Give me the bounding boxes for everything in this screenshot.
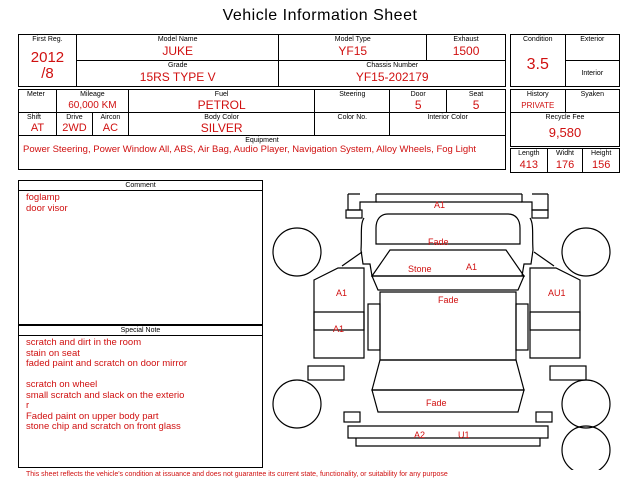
- mark-windshield-b: A1: [466, 262, 478, 272]
- comment-panel: [18, 180, 263, 325]
- aircon-value: AC: [102, 122, 119, 134]
- special-note-panel: [18, 325, 263, 468]
- front-marker-right: [532, 210, 548, 218]
- length-cell: [511, 149, 548, 173]
- mark-rear-hatch: Fade: [426, 398, 447, 408]
- body-color-value: SILVER: [200, 121, 243, 135]
- length-value: 413: [519, 159, 539, 171]
- right-quarter: [550, 366, 586, 380]
- right-pillar: [516, 304, 528, 350]
- first-reg-label: First Reg.: [32, 36, 63, 43]
- front-bumper-left: [348, 194, 376, 210]
- height-cell: [583, 149, 620, 173]
- shift-label: Shift: [27, 114, 42, 121]
- first-reg-month: /8: [41, 65, 54, 82]
- model-type-label: Model Type: [334, 36, 371, 43]
- model-type-value: YF15: [338, 44, 368, 58]
- car-damage-diagram: [268, 180, 638, 470]
- wheel-rear-left: [273, 380, 321, 428]
- right-front-door: [530, 268, 580, 330]
- right-mirror: [534, 252, 554, 266]
- mark-right-front-door: AU1: [548, 288, 566, 298]
- color-no-cell: [315, 113, 390, 136]
- wheel-spare: [562, 426, 610, 470]
- history-label: History: [526, 91, 549, 98]
- height-value: 156: [591, 159, 611, 171]
- exhaust-cell: [427, 35, 506, 61]
- chassis-value: YF15-202179: [355, 70, 429, 84]
- syaken-cell: [565, 90, 619, 113]
- syaken-label: Syaken: [580, 91, 604, 98]
- front-marker-left: [346, 210, 362, 218]
- model-name-label: Model Name: [157, 36, 198, 43]
- body-color-cell: [128, 113, 315, 136]
- exhaust-label: Exhaust: [453, 36, 479, 43]
- recycle-fee-cell: [511, 113, 620, 147]
- model-name-value: JUKE: [162, 44, 194, 58]
- width-cell: [547, 149, 583, 173]
- rear-glass: [372, 360, 524, 390]
- grade-cell: [76, 61, 279, 87]
- rear-bumper-lower: [356, 438, 540, 446]
- interior-color-cell: [390, 113, 506, 136]
- height-label: Height: [591, 150, 612, 157]
- disclaimer-footer: This sheet reflects the vehicle's condition at issuance and does not guarantee its current state, functionality, or suitability for any purpose: [26, 471, 448, 478]
- shift-value: AT: [30, 122, 45, 134]
- condition-label: Condition: [522, 36, 553, 43]
- mark-front-bumper: A1: [434, 200, 446, 210]
- rear-bumper: [348, 426, 548, 438]
- comment-text: foglamp door visor: [26, 192, 68, 214]
- mark-roof: Fade: [438, 295, 459, 305]
- aircon-cell: [92, 113, 128, 136]
- body-color-label: Body Color: [204, 114, 239, 121]
- sheet-title: Vehicle Information Sheet: [222, 7, 418, 24]
- special-note-label: Special Note: [19, 326, 262, 336]
- door-value: 5: [414, 98, 422, 112]
- equipment-cell: [19, 136, 506, 170]
- chassis-cell: [279, 61, 506, 87]
- special-note-text: scratch and dirt in the room stain on seat faded paint and scratch on door mirror scratch on wheel small scratch and slack on the exterio r Faded paint on upper body part stone chip and scratch on front glass: [26, 337, 188, 432]
- steering-label: Steering: [339, 91, 366, 98]
- comment-label: Comment: [19, 181, 262, 191]
- chassis-label: Chassis Number: [366, 62, 419, 69]
- condition-table: [510, 34, 620, 87]
- condition-value: 3.5: [526, 56, 549, 73]
- first-reg-cell: [19, 35, 77, 87]
- width-value: 176: [555, 159, 575, 171]
- equipment-value: Power Steering, Power Window All, ABS, Air Bag, Audio Player, Navigation System, Alloy Wheels, Fog Light: [23, 144, 477, 155]
- fuel-cell: [128, 90, 315, 113]
- mileage-value: 60,000 KM: [68, 100, 117, 111]
- body-left-front: [361, 218, 372, 276]
- drive-label: Drive: [66, 114, 83, 121]
- seat-label: Seat: [468, 91, 484, 98]
- interior-color-label: Interior Color: [427, 114, 468, 121]
- color-no-label: Color No.: [337, 114, 368, 121]
- shift-cell: [19, 113, 57, 136]
- door-label: Door: [410, 91, 426, 98]
- left-front-door: [314, 268, 364, 330]
- fuel-value: PETROL: [197, 98, 246, 112]
- wheel-front-right: [562, 228, 610, 276]
- exhaust-value: 1500: [452, 44, 480, 58]
- mark-left-front-door: A1: [336, 288, 348, 298]
- recycle-fee-value: 9,580: [548, 125, 582, 140]
- seat-cell: [447, 90, 506, 113]
- grade-label: Grade: [167, 62, 188, 69]
- rear-light-right: [536, 412, 552, 422]
- drive-cell: [56, 113, 92, 136]
- dimensions-table: [510, 148, 620, 173]
- seat-value: 5: [472, 98, 480, 112]
- door-cell: [390, 90, 447, 113]
- steering-cell: [315, 90, 390, 113]
- front-bumper-right: [522, 194, 548, 210]
- mileage-label: Mileage: [80, 91, 105, 98]
- wheel-rear-right: [562, 380, 610, 428]
- wheel-front-left: [273, 228, 321, 276]
- rear-hatch: [372, 390, 524, 412]
- mark-rear-bumper-b: U1: [458, 430, 470, 440]
- rear-light-left: [344, 412, 360, 422]
- model-type-cell: [279, 35, 427, 61]
- interior-label: Interior: [581, 70, 604, 77]
- body-right-front: [522, 218, 533, 276]
- first-reg-year: 2012: [30, 49, 65, 66]
- interior-cell: [565, 61, 619, 87]
- aircon-label: Aircon: [100, 114, 121, 121]
- equipment-label: Equipment: [245, 137, 279, 144]
- fuel-label: Fuel: [214, 91, 229, 98]
- windshield: [372, 250, 524, 276]
- left-mirror: [342, 252, 362, 266]
- history-value: PRIVATE: [521, 101, 555, 110]
- mark-left-rear-door: A1: [333, 324, 345, 334]
- mark-hood: Fade: [428, 237, 449, 247]
- mark-windshield: Stone: [408, 264, 432, 274]
- exterior-label: Exterior: [580, 36, 605, 43]
- history-table: [510, 89, 620, 147]
- info-table-top: [18, 34, 506, 87]
- right-rear-door: [530, 312, 580, 358]
- width-label: Widht: [556, 150, 574, 157]
- drive-value: 2WD: [62, 122, 87, 134]
- info-table-middle: [18, 89, 506, 170]
- condition-cell: [511, 35, 566, 87]
- length-label: Length: [518, 150, 540, 157]
- recycle-fee-label: Recycle Fee: [545, 114, 585, 121]
- meter-cell: [19, 90, 57, 113]
- history-cell: [511, 90, 566, 113]
- grade-value: 15RS TYPE V: [139, 70, 216, 84]
- mileage-cell: [56, 90, 128, 113]
- exterior-cell: [565, 35, 619, 61]
- roof-front: [372, 276, 524, 290]
- left-pillar: [368, 304, 380, 350]
- meter-label: Meter: [27, 91, 45, 98]
- left-rear-door: [314, 312, 364, 358]
- mark-rear-bumper-a: A2: [414, 430, 426, 440]
- left-quarter: [308, 366, 344, 380]
- model-name-cell: [76, 35, 279, 61]
